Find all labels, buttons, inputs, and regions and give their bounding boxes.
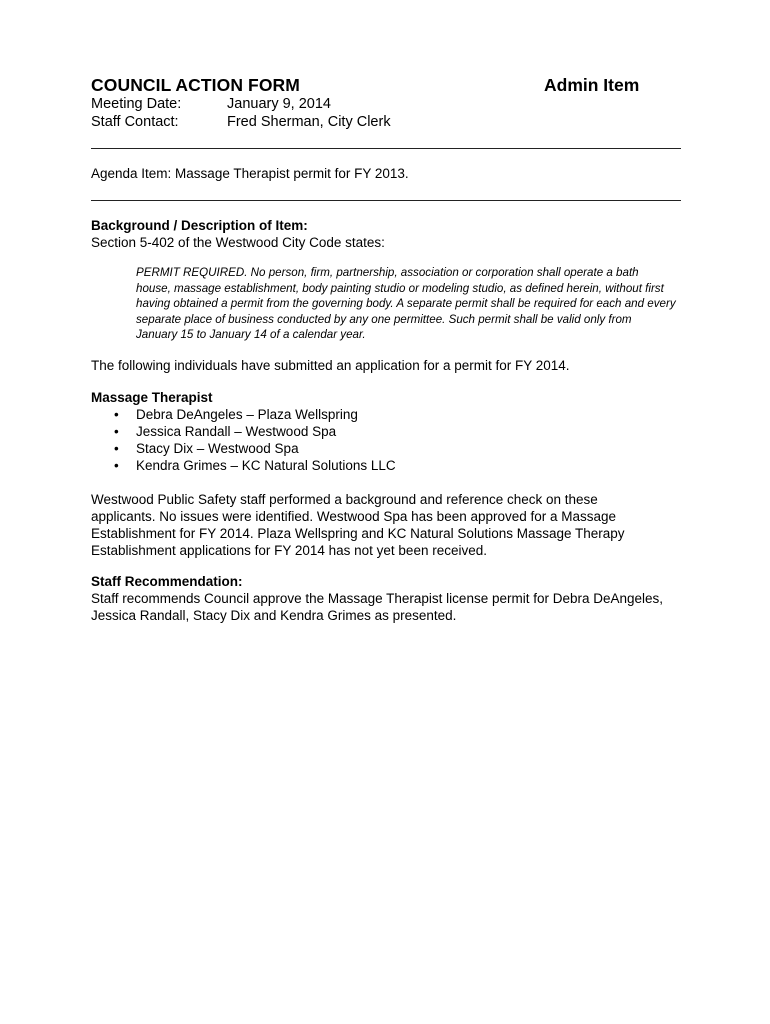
- background-heading: Background / Description of Item:: [91, 218, 308, 233]
- therapist-list: [91, 406, 691, 474]
- recommendation-text: Staff recommends Council approve the Massage Therapist license permit for Debra DeAngeles, Jessica Randall, Stacy Dix and Kendra Grimes as presented.: [91, 591, 664, 623]
- list-item: [91, 457, 691, 474]
- bullet-icon: •: [114, 424, 119, 439]
- bullet-icon: •: [114, 407, 119, 422]
- background-intro: Section 5-402 of the Westwood City Code states:: [91, 235, 385, 250]
- meeting-date-label: Meeting Date:: [91, 96, 182, 112]
- staff-contact-row: [91, 114, 391, 130]
- agenda-item: Agenda Item: Massage Therapist permit for FY 2013.: [91, 166, 409, 181]
- list-item-text: Jessica Randall – Westwood Spa: [136, 424, 337, 439]
- city-code-quote: PERMIT REQUIRED. No person, firm, partnership, association or corporation shall operate a bath house, massage establishment, body painting studio or modeling studio, as defined herein, without first having obtained a permit from the governing body. A separate permit shall be required for each and every separate place of business conducted by any one permittee. Such permit shall be valid only from January 15 to January 14 of a calendar year.: [136, 266, 676, 342]
- meeting-date-value: January 9, 2014: [227, 96, 331, 112]
- bullet-icon: •: [114, 441, 119, 456]
- divider-bottom: [91, 200, 681, 201]
- therapists-section: [91, 389, 691, 474]
- therapists-heading: Massage Therapist: [91, 390, 213, 405]
- recommendation-section: [91, 573, 691, 624]
- background-section: [91, 217, 691, 251]
- list-item: [91, 423, 691, 440]
- list-item-text: Stacy Dix – Westwood Spa: [136, 441, 299, 456]
- staff-contact-label: Staff Contact:: [91, 114, 179, 130]
- review-paragraph: Westwood Public Safety staff performed a background and reference check on these applicants. No issues were identified. Westwood Spa has been approved for a Massage Establishment for FY 2014. Plaza Wellspring and KC Natural Solutions Massage Therapy Establishment applications for FY 2014 has not yet been received.: [91, 492, 625, 558]
- list-item: [91, 440, 691, 457]
- form-title: COUNCIL ACTION FORM: [91, 75, 300, 95]
- applications-statement: The following individuals have submitted an application for a permit for FY 2014.: [91, 358, 570, 373]
- bullet-icon: •: [114, 458, 119, 473]
- staff-contact-value: Fred Sherman, City Clerk: [227, 114, 391, 130]
- list-item-text: Kendra Grimes – KC Natural Solutions LLC: [136, 458, 396, 473]
- list-item: [91, 406, 691, 423]
- divider-top: [91, 148, 681, 149]
- form-category: Admin Item: [544, 75, 640, 95]
- list-item-text: Debra DeAngeles – Plaza Wellspring: [136, 407, 358, 422]
- meeting-date-row: [91, 96, 331, 112]
- recommendation-heading: Staff Recommendation:: [91, 574, 243, 589]
